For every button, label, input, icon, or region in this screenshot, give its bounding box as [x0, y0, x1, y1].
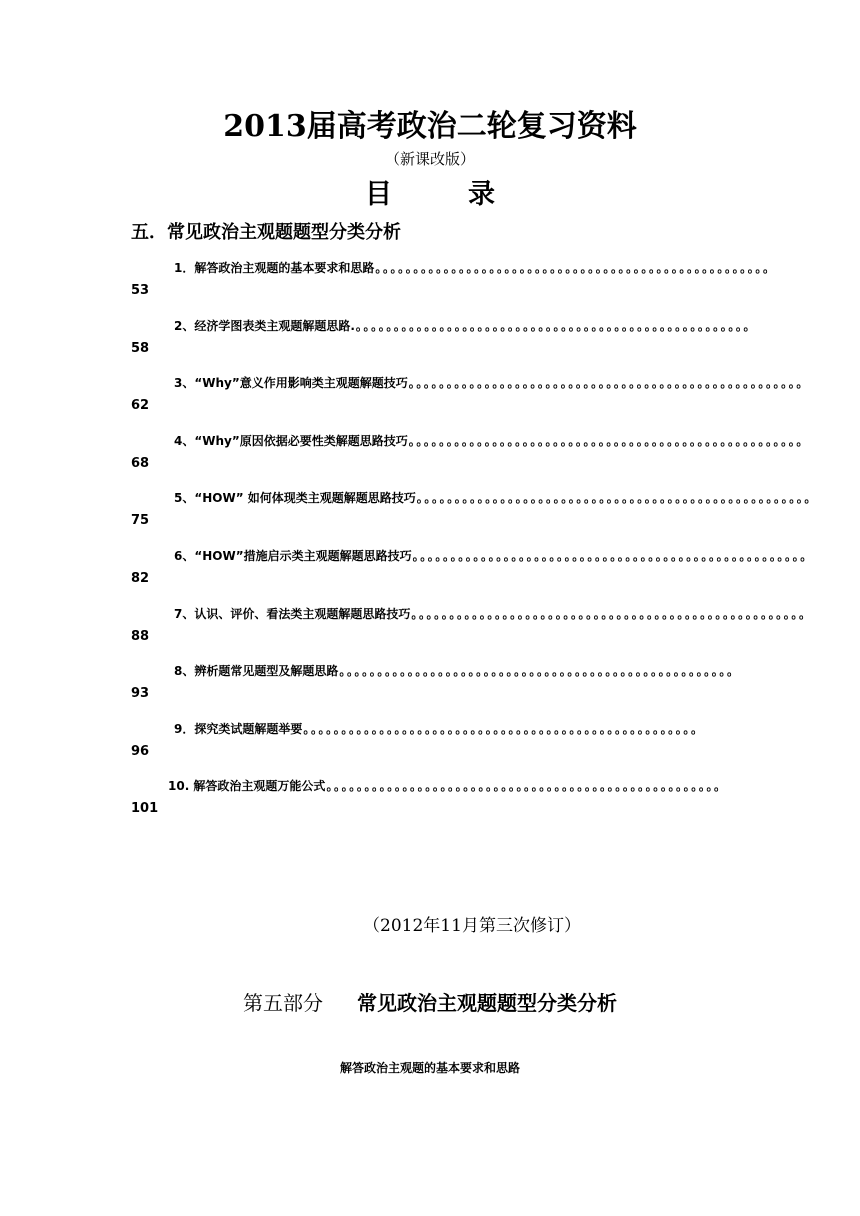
- toc-entry-line: [174, 425, 810, 449]
- toc-leader-dots: 。。。。。。。。。。。。。。。。。。。。。。。。。。。。。。。。。。。。。。。。。。。。。。。。。。。。: [416, 491, 819, 506]
- toc-entry[interactable]: [0, 310, 860, 368]
- toc-leader-dots: 。。。。。。。。。。。。。。。。。。。。。。。。。。。。。。。。。。。。。。。。。。。。。。。。。。。。: [303, 721, 705, 736]
- toc-entry-label: 2、经济学图表类主观题解题思路.: [174, 318, 355, 333]
- toc-entry-line: [174, 713, 734, 737]
- toc-leader-dots: 。。。。。。。。。。。。。。。。。。。。。。。。。。。。。。。。。。。。。。。。。。。。。。。。。。。。: [375, 261, 777, 275]
- toc-leader-dots: 。。。。。。。。。。。。。。。。。。。。。。。。。。。。。。。。。。。。。。。。。。。。。。。。。。。。: [408, 433, 810, 448]
- toc-entry[interactable]: [0, 367, 860, 425]
- toc-entry-line: [174, 540, 814, 564]
- toc-entry-line: [174, 482, 819, 506]
- toc-entry[interactable]: [0, 540, 860, 598]
- table-of-contents: [0, 252, 860, 828]
- toc-entry[interactable]: [0, 655, 860, 713]
- toc-entry-page: 68: [131, 455, 150, 471]
- toc-entry[interactable]: [0, 713, 860, 771]
- toc-leader-dots: 。。。。。。。。。。。。。。。。。。。。。。。。。。。。。。。。。。。。。。。。。。。。。。。。。。。。: [355, 318, 758, 333]
- toc-entry-page: 75: [131, 513, 150, 529]
- toc-entry-label: 8、辨析题常见题型及解题思路: [174, 664, 339, 679]
- toc-entry[interactable]: [0, 770, 860, 828]
- toc-entry-line: [174, 252, 777, 276]
- toc-entry-label: 5、“HOW” 如何体现类主观题解题思路技巧: [174, 491, 416, 506]
- toc-entry-label: 6、“HOW”措施启示类主观题解题思路技巧: [174, 548, 412, 563]
- section-heading: 五．常见政治主观题题型分类分析: [131, 222, 401, 243]
- document-subtitle: （新课改版）: [384, 150, 475, 168]
- toc-entry-page: 96: [131, 743, 150, 759]
- toc-entry-label: 10. 解答政治主观题万能公式: [168, 779, 326, 794]
- part-title: 常见政治主观题题型分类分析: [357, 991, 617, 1015]
- toc-entry[interactable]: [0, 482, 860, 540]
- toc-entry-page: 93: [131, 686, 150, 702]
- toc-entry-label: 7、认识、评价、看法类主观题解题思路技巧: [174, 606, 411, 621]
- revision-note: （2012年11月第三次修订）: [363, 916, 581, 936]
- toc-entry[interactable]: [0, 425, 860, 483]
- toc-leader-dots: 。。。。。。。。。。。。。。。。。。。。。。。。。。。。。。。。。。。。。。。。。。。。。。。。。。。。: [339, 664, 741, 679]
- toc-entry-label: 3、“Why”意义作用影响类主观题解题技巧: [174, 376, 408, 391]
- toc-entry-page: 62: [131, 398, 150, 414]
- toc-entry-label: 4、“Why”原因依据必要性类解题思路技巧: [174, 433, 408, 448]
- toc-entry-page: 101: [131, 801, 159, 817]
- toc-entry[interactable]: [0, 252, 860, 310]
- toc-leader-dots: 。。。。。。。。。。。。。。。。。。。。。。。。。。。。。。。。。。。。。。。。。。。。。。。。。。。。: [408, 376, 810, 391]
- toc-heading: 目录: [365, 179, 571, 210]
- toc-entry-line: [174, 598, 813, 622]
- toc-entry-page: 53: [131, 283, 150, 298]
- part-label: 第五部分: [243, 991, 323, 1015]
- toc-entry-line: [174, 367, 810, 391]
- toc-entry-page: 88: [131, 628, 150, 644]
- toc-leader-dots: 。。。。。。。。。。。。。。。。。。。。。。。。。。。。。。。。。。。。。。。。。。。。。。。。。。。。: [326, 779, 728, 794]
- toc-leader-dots: 。。。。。。。。。。。。。。。。。。。。。。。。。。。。。。。。。。。。。。。。。。。。。。。。。。。。: [411, 606, 813, 621]
- toc-entry-page: 82: [131, 570, 150, 586]
- toc-entry-line: [168, 770, 736, 794]
- lesson-title: 解答政治主观题的基本要求和思路: [339, 1061, 520, 1075]
- part-heading: [0, 988, 860, 1018]
- toc-entry-page: 58: [131, 340, 150, 356]
- toc-entry-label: 9．探究类试题解题举要: [174, 721, 303, 736]
- toc-leader-dots: 。。。。。。。。。。。。。。。。。。。。。。。。。。。。。。。。。。。。。。。。。。。。。。。。。。。。: [412, 548, 814, 563]
- toc-entry-label: 1．解答政治主观题的基本要求和思路: [174, 261, 375, 275]
- toc-entry-line: [174, 310, 758, 334]
- toc-entry[interactable]: [0, 598, 860, 656]
- document-title: 2013届高考政治二轮复习资料: [223, 109, 637, 144]
- toc-entry-line: [174, 655, 741, 679]
